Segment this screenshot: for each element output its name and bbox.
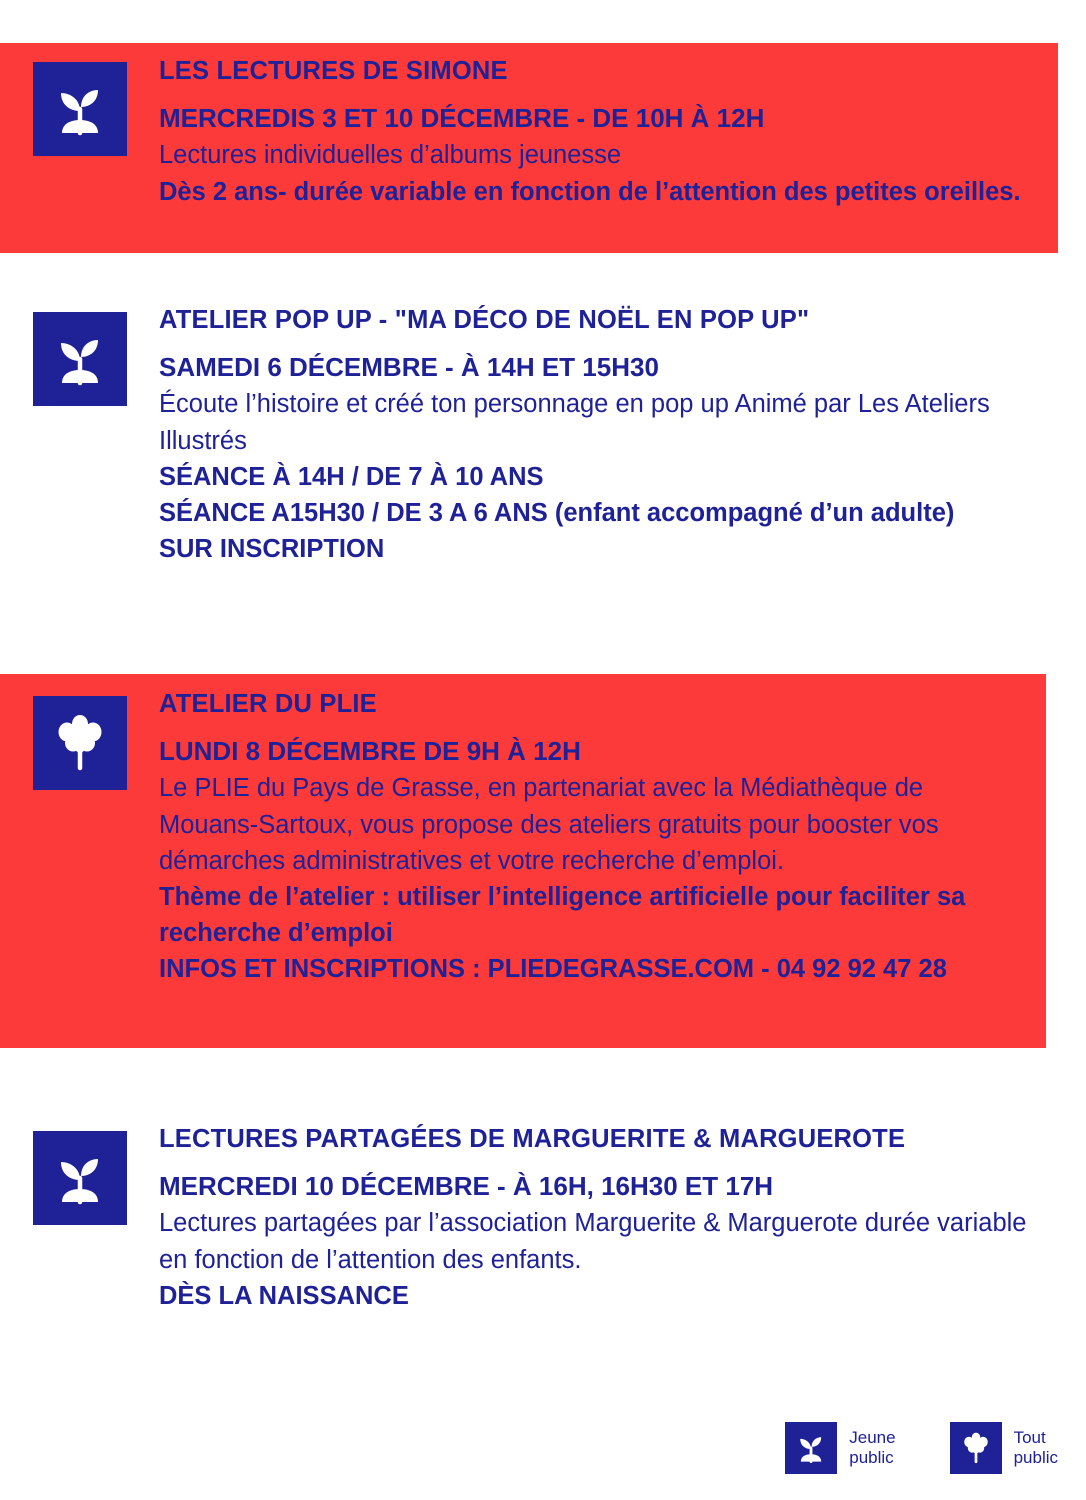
event-title: LECTURES PARTAGÉES DE MARGUERITE & MARGUEROTE (159, 1125, 906, 1153)
event-datetime: MERCREDI 10 DÉCEMBRE - À 16H, 16H30 ET 17H (159, 1170, 774, 1201)
sprout-icon (33, 1131, 127, 1225)
event-contact-line: INFOS ET INSCRIPTIONS : PLIEDEGRASSE.COM - 04 92 92 47 28 (159, 955, 947, 984)
event-note: Thème de l’atelier : utiliser l’intelligence artificielle pour faciliter sa recherche d’emploi (159, 883, 966, 948)
tree-icon (950, 1422, 1002, 1474)
legend-label-line2: public (849, 1448, 894, 1467)
event-description: Lectures individuelles d’albums jeunesse (159, 141, 622, 170)
event-content (127, 43, 1058, 210)
legend-label-line1: Jeune (849, 1428, 896, 1448)
event-block-atelier-pop-up (0, 296, 1086, 567)
event-description: Lectures partagées par l’association Marguerite & Marguerote durée variable en fonction de l’attention des enfants. (159, 1209, 1027, 1274)
legend-label (1014, 1428, 1058, 1467)
event-datetime: SAMEDI 6 DÉCEMBRE - À 14H ET 15H30 (159, 351, 659, 382)
event-content (127, 1117, 1086, 1314)
event-content (127, 674, 1046, 988)
legend-label-line1: Tout (1013, 1428, 1046, 1448)
event-extra-line: SÉANCE À 14H / DE 7 À 10 ANS (159, 462, 544, 491)
sprout-icon (33, 62, 127, 156)
event-title: LES LECTURES DE SIMONE (159, 57, 508, 85)
legend-label-line2: public (1013, 1448, 1058, 1467)
event-block-lectures-de-simone (0, 43, 1058, 253)
event-extra-line: SUR INSCRIPTION (159, 535, 385, 564)
sprout-icon (33, 312, 127, 406)
event-description: Le PLIE du Pays de Grasse, en partenariat avec la Médiathèque de Mouans-Sartoux, vous propose des ateliers gratuits pour booster vos démarches administratives et votre recherche d’emploi. (159, 774, 939, 875)
event-content (127, 296, 1086, 567)
event-datetime: LUNDI 8 DÉCEMBRE DE 9H À 12H (159, 735, 581, 766)
event-description: Écoute l’histoire et créé ton personnage en pop up Animé par Les Ateliers Illustrés (159, 390, 990, 455)
audience-legend (785, 1422, 1058, 1474)
event-note: Dès 2 ans- durée variable en fonction de l’attention des petites oreilles. (159, 177, 1021, 206)
event-title: ATELIER POP UP - "MA DÉCO DE NOËL EN POP UP" (159, 306, 810, 334)
event-block-atelier-du-plie (0, 674, 1046, 1048)
tree-icon (33, 696, 127, 790)
event-title: ATELIER DU PLIE (159, 690, 377, 718)
legend-item-jeune-public (785, 1422, 895, 1474)
legend-label (849, 1428, 895, 1467)
legend-item-tout-public (950, 1422, 1058, 1474)
event-extra-line: DÈS LA NAISSANCE (159, 1281, 409, 1310)
sprout-icon (785, 1422, 837, 1474)
event-datetime: MERCREDIS 3 ET 10 DÉCEMBRE - DE 10H À 12H (159, 102, 765, 133)
event-block-lectures-partagees (0, 1117, 1086, 1314)
event-extra-line: SÉANCE A15H30 / DE 3 A 6 ANS (enfant accompagné d’un adulte) (159, 499, 955, 528)
